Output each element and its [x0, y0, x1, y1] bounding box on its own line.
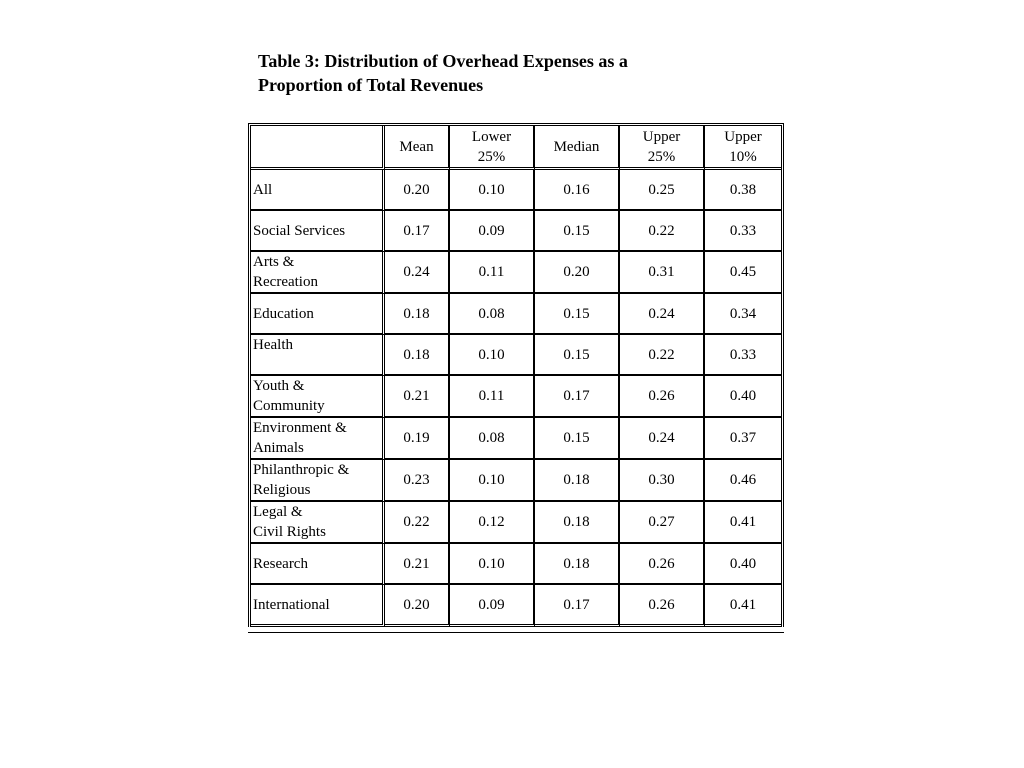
value-cell: 0.27 [620, 502, 705, 544]
table-row [251, 418, 781, 460]
column-header [705, 126, 781, 170]
row-label [251, 460, 385, 502]
value-cell: 0.16 [535, 170, 620, 211]
row-label [251, 170, 385, 211]
row-label-line: Recreation [253, 274, 318, 290]
column-header [535, 126, 620, 170]
table-body [251, 126, 781, 627]
value-cell: 0.20 [385, 170, 450, 211]
table-row [251, 335, 781, 376]
row-label-line: Civil Rights [253, 524, 326, 540]
row-label-line: Environment & [253, 420, 347, 436]
row-label [251, 335, 385, 376]
value-cell: 0.17 [535, 376, 620, 418]
value-cell: 0.26 [620, 585, 705, 627]
value-cell: 0.09 [450, 211, 535, 252]
row-label-line: Community [253, 398, 325, 414]
value-cell: 0.21 [385, 376, 450, 418]
value-cell: 0.18 [535, 544, 620, 585]
row-label-line: Philanthropic & [253, 462, 350, 478]
value-cell: 0.40 [705, 376, 781, 418]
table-frame [248, 123, 784, 633]
value-cell: 0.26 [620, 544, 705, 585]
value-cell: 0.24 [620, 418, 705, 460]
value-cell: 0.08 [450, 418, 535, 460]
row-label [251, 585, 385, 627]
row-label-line: Arts & [253, 254, 295, 270]
row-label-line: International [253, 596, 330, 613]
row-label-line: Research [253, 555, 308, 572]
value-cell: 0.33 [705, 335, 781, 376]
value-cell: 0.24 [620, 294, 705, 335]
value-cell: 0.18 [385, 335, 450, 376]
value-cell: 0.22 [385, 502, 450, 544]
value-cell: 0.12 [450, 502, 535, 544]
value-cell: 0.18 [535, 502, 620, 544]
value-cell: 0.10 [450, 544, 535, 585]
table-row [251, 502, 781, 544]
value-cell: 0.17 [385, 211, 450, 252]
value-cell: 0.11 [450, 252, 535, 294]
value-cell: 0.08 [450, 294, 535, 335]
value-cell: 0.25 [620, 170, 705, 211]
column-header [620, 126, 705, 170]
column-header-line-1: Lower [471, 128, 512, 145]
value-cell: 0.31 [620, 252, 705, 294]
column-header [385, 126, 450, 170]
value-cell: 0.20 [535, 252, 620, 294]
value-cell: 0.10 [450, 335, 535, 376]
row-label [251, 294, 385, 335]
value-cell: 0.20 [385, 585, 450, 627]
value-cell: 0.22 [620, 211, 705, 252]
value-cell: 0.10 [450, 170, 535, 211]
value-cell: 0.34 [705, 294, 781, 335]
row-label-line: Health [253, 337, 293, 353]
table-row [251, 252, 781, 294]
row-label [251, 502, 385, 544]
column-header-line-2: 25% [647, 148, 676, 165]
overhead-table [248, 123, 784, 627]
row-label [251, 376, 385, 418]
row-label [251, 418, 385, 460]
column-header-line-2: 25% [477, 148, 506, 165]
value-cell: 0.21 [385, 544, 450, 585]
table-row [251, 294, 781, 335]
row-label-line: Social Services [253, 222, 346, 239]
value-cell: 0.19 [385, 418, 450, 460]
value-cell: 0.33 [705, 211, 781, 252]
header-corner-cell [251, 126, 385, 170]
value-cell: 0.24 [385, 252, 450, 294]
table-row [251, 170, 781, 211]
table-row [251, 211, 781, 252]
value-cell: 0.18 [535, 460, 620, 502]
value-cell: 0.41 [705, 502, 781, 544]
table-row [251, 376, 781, 418]
table-row [251, 585, 781, 627]
column-header [450, 126, 535, 170]
value-cell: 0.45 [705, 252, 781, 294]
row-label [251, 544, 385, 585]
row-label-line: Religious [253, 482, 311, 498]
value-cell: 0.17 [535, 585, 620, 627]
column-header-line-1: Mean [399, 138, 434, 155]
value-cell: 0.10 [450, 460, 535, 502]
value-cell: 0.18 [385, 294, 450, 335]
table-row [251, 544, 781, 585]
row-label-line: Animals [253, 440, 304, 456]
table-title [258, 49, 698, 97]
value-cell: 0.15 [535, 335, 620, 376]
table-title-line-2: Proportion of Total Revenues [258, 75, 484, 95]
row-label [251, 252, 385, 294]
row-label [251, 211, 385, 252]
row-label-line: All [253, 181, 273, 198]
value-cell: 0.37 [705, 418, 781, 460]
column-header-line-1: Median [553, 138, 600, 155]
value-cell: 0.38 [705, 170, 781, 211]
value-cell: 0.11 [450, 376, 535, 418]
header-row [251, 126, 781, 170]
column-header-line-2: 10% [729, 148, 757, 165]
value-cell: 0.23 [385, 460, 450, 502]
column-header-line-1: Upper [642, 128, 681, 145]
value-cell: 0.15 [535, 418, 620, 460]
value-cell: 0.40 [705, 544, 781, 585]
value-cell: 0.30 [620, 460, 705, 502]
value-cell: 0.26 [620, 376, 705, 418]
row-label-line: Youth & [253, 378, 305, 394]
table-row [251, 460, 781, 502]
value-cell: 0.09 [450, 585, 535, 627]
table-title-line-1: Table 3: Distribution of Overhead Expenses as a [258, 51, 628, 71]
value-cell: 0.22 [620, 335, 705, 376]
value-cell: 0.15 [535, 211, 620, 252]
value-cell: 0.15 [535, 294, 620, 335]
value-cell: 0.46 [705, 460, 781, 502]
row-label-line: Education [253, 305, 314, 322]
column-header-line-1: Upper [724, 128, 762, 145]
value-cell: 0.41 [705, 585, 781, 627]
row-label-line: Legal & [253, 504, 303, 520]
